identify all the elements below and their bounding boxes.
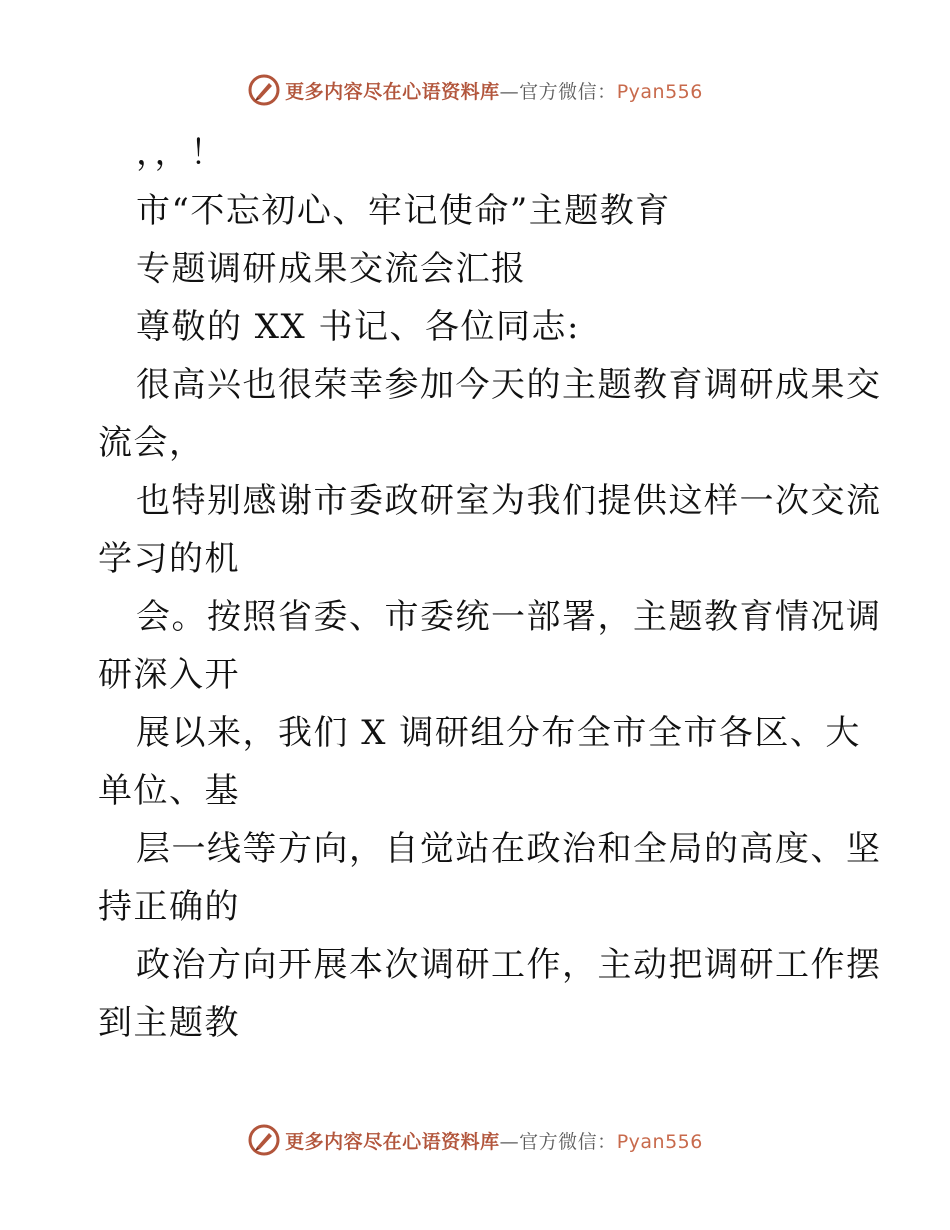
- watermark-contact-label: 官方微信：: [519, 1130, 617, 1153]
- body-line: 专题调研成果交流会汇报: [136, 249, 527, 289]
- pen-logo-icon: [247, 1123, 281, 1157]
- watermark-text: [285, 1127, 703, 1154]
- body-line: 政治方向开展本次调研工作，主动把调研工作摆: [136, 945, 882, 985]
- body-line: 很高兴也很荣幸参加今天的主题教育调研成果交: [136, 365, 882, 405]
- watermark-brand: 更多内容尽在心语资料库: [285, 1130, 500, 1153]
- body-line: 学习的机: [98, 539, 240, 579]
- body-line: 持正确的: [98, 887, 240, 927]
- watermark-text: [285, 77, 703, 104]
- watermark-brand: 更多内容尽在心语资料库: [285, 80, 500, 103]
- body-line: 会。按照省委、市委统一部署，主题教育情况调: [136, 597, 882, 637]
- body-line: 单位、基: [98, 771, 240, 811]
- body-line: 到主题教: [98, 1003, 240, 1043]
- watermark-contact-id: Pyan556: [616, 1130, 703, 1153]
- body-line: 市“不忘初心、牢记使命”主题教育: [136, 191, 671, 231]
- body-line: 研深入开: [98, 655, 240, 695]
- body-line: 展以来，我们 X 调研组分布全市全市各区、大: [136, 713, 861, 753]
- watermark-contact-label: 官方微信：: [519, 80, 617, 103]
- document-body: [98, 124, 882, 1052]
- watermark-dash: —: [499, 80, 520, 103]
- body-line: 层一线等方向，自觉站在政治和全局的高度、坚: [136, 829, 882, 869]
- header-watermark: [0, 70, 950, 110]
- watermark-contact-id: Pyan556: [616, 80, 703, 103]
- pen-logo-icon: [247, 73, 281, 107]
- body-line: 流会，: [98, 423, 205, 463]
- watermark-dash: —: [499, 1130, 520, 1153]
- body-line: 尊敬的 XX 书记、各位同志:: [136, 307, 580, 347]
- body-line: ，，！: [136, 133, 226, 173]
- body-line: 也特别感谢市委政研室为我们提供这样一次交流: [136, 481, 882, 521]
- footer-watermark: [0, 1120, 950, 1160]
